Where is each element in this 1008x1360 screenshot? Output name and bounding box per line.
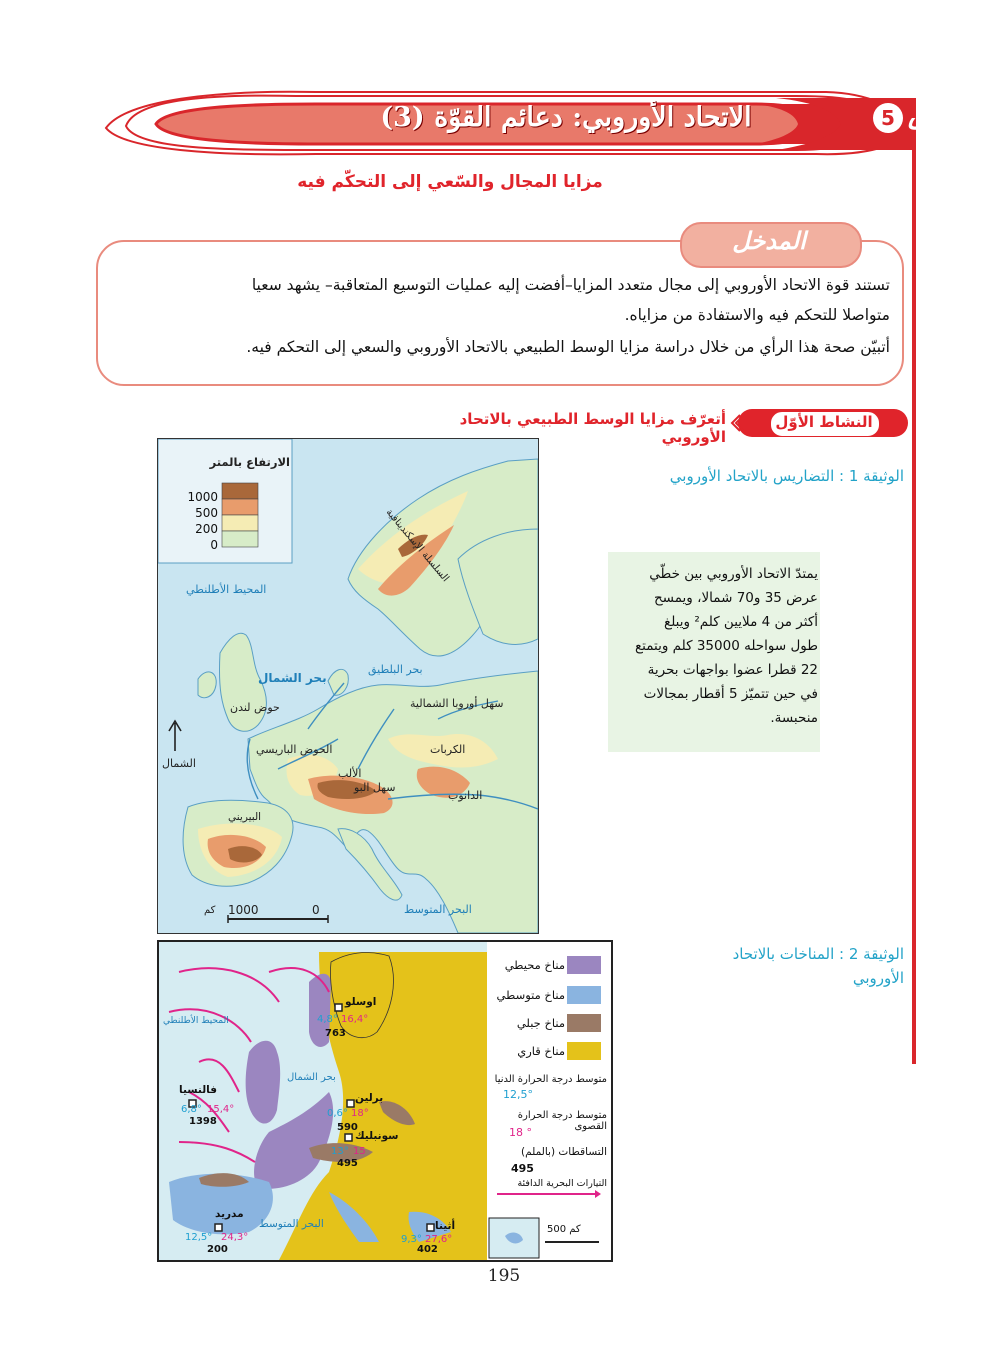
map-label-danube: الدانوب	[448, 789, 483, 802]
scale-end: 1000	[228, 903, 259, 917]
city-min: 0,6°	[327, 1108, 348, 1119]
map-label-north-sea: بحر الشمال	[258, 671, 327, 685]
info-line: في حين تتميّز 5 أقطار بمجالات	[643, 686, 818, 702]
climate-legend-mountain: مناخ جبلي	[516, 1016, 565, 1030]
intro-tab-label: المدخل	[732, 226, 806, 255]
relief-map	[157, 438, 539, 934]
climate-label-mediterranean: البحر المتوسط	[259, 1218, 324, 1230]
climate-map	[157, 940, 613, 1262]
climate-legend-currents: التيارات البحرية الدافئة	[517, 1178, 607, 1189]
info-line: طول سواحله 35000 كلم ويتمتع	[634, 638, 818, 654]
city-max: 27,6°	[425, 1234, 453, 1245]
doc1-label: الوثيقة 1 : التضاريس بالاتحاد الأوروبي	[669, 467, 904, 485]
legend-value: 200	[195, 522, 218, 536]
lesson-banner	[96, 88, 982, 158]
intro-text-line: أتبيّن صحة هذا الرأي من خلال دراسة مزايا الوسط الطبيعي بالاتحاد الأوروبي والسعي إلى التحكم فيه.	[246, 338, 890, 356]
page-number: 195	[487, 1266, 521, 1286]
climate-legend-max: متوسط درجة الحرارة القصوى	[517, 1110, 607, 1132]
city-rain: 590	[337, 1122, 358, 1133]
climate-legend-mediterranean: مناخ متوسطي	[496, 988, 565, 1002]
lesson-number-badge: 5	[873, 103, 903, 133]
map-label-mediterranean: البحر المتوسط	[404, 903, 472, 916]
map-label-pyrenees: البيريني	[228, 811, 262, 823]
map-label-po-plain: سهل البو	[354, 781, 396, 794]
climate-legend-oceanic: مناخ محيطي	[504, 958, 565, 972]
map-label-alps: الألب	[338, 767, 362, 780]
lesson-title: الاتحاد الأوروبي: دعائم القوّة (3)	[380, 102, 752, 133]
city-name: برلين	[355, 1092, 384, 1104]
city-name: اوسلو	[345, 996, 377, 1008]
scale-unit: كم	[204, 905, 216, 916]
map-label-atlantic: المحيط الأطلنطي	[186, 583, 267, 596]
city-max: 15,4°	[207, 1104, 235, 1115]
legend-value: 0	[210, 538, 218, 552]
chevron-left-icon	[728, 413, 744, 433]
info-line: أكثر من 4 ملايين كلم² ويبلغ	[664, 614, 818, 630]
info-line: عرض 35 و70 شمالا، ويمسح	[653, 590, 818, 606]
map-label-north-plain: سهل أوروبا الشمالية	[410, 697, 504, 710]
map-label-london-basin: حوض لندن	[230, 701, 280, 714]
city-min: 6,8°	[181, 1104, 202, 1115]
city-rain: 200	[207, 1244, 228, 1255]
map-label-north: الشمال	[162, 757, 196, 770]
city-min: 12,5°	[185, 1232, 213, 1243]
map-label-scandinavian: السلسلة الإسكندينافية	[383, 507, 451, 585]
doc2-label-line2: الأوروبي	[852, 969, 904, 987]
climate-label-north-sea: بحر الشمال	[287, 1072, 336, 1083]
city-rain: 1398	[189, 1116, 217, 1127]
activity-label: النشاط الأوّل	[775, 413, 873, 431]
map-label-baltic: بحر البلطيق	[368, 663, 423, 676]
lesson-label: الدرس	[908, 100, 982, 130]
city-min: 13°	[331, 1146, 349, 1157]
legend-value: 1000	[187, 490, 218, 504]
climate-legend-max-value: 18 °	[509, 1126, 532, 1139]
city-max: 16,4°	[341, 1014, 369, 1025]
city-name: سونبليك	[355, 1130, 399, 1142]
city-name: أثينا	[435, 1220, 456, 1232]
city-max: 15	[353, 1146, 366, 1157]
scale-start: 0	[312, 903, 320, 917]
city-rain: 402	[417, 1244, 438, 1255]
city-min: 4,8°	[317, 1014, 338, 1025]
activity-title: أتعرّف مزايا الوسط الطبيعي بالاتحاد الأوروبي	[459, 410, 726, 446]
climate-legend-continental: مناخ قاري	[517, 1044, 565, 1058]
legend-value: 500	[195, 506, 218, 520]
climate-legend-min: متوسط درجة الحرارة الدنيا	[494, 1074, 607, 1085]
city-rain: 495	[337, 1158, 358, 1169]
legend-title: الارتفاع بالمتر	[209, 455, 290, 469]
city-rain: 763	[325, 1028, 346, 1039]
map-label-carpathians: الكربات	[430, 743, 466, 756]
city-name: مدريد	[215, 1208, 244, 1220]
page-margin-rule	[912, 100, 916, 1064]
climate-legend-rain-value: 495	[511, 1162, 534, 1175]
doc2-label-line1: الوثيقة 2 : المناخات بالاتحاد	[732, 945, 904, 963]
map-label-paris-basin: الحوض الباريسي	[256, 743, 333, 756]
info-line: منحبسة.	[770, 710, 818, 726]
city-max: 18°	[351, 1108, 369, 1119]
climate-scale: 500 كم	[547, 1224, 581, 1235]
intro-text-line: تستند قوة الاتحاد الأوروبي إلى مجال متعدد المزايا–أفضت إليه عمليات التوسيع المتعاقبة– يشهد سعيا	[251, 276, 890, 294]
city-max: 24,3°	[221, 1232, 249, 1243]
info-line: يمتدّ الاتحاد الأوروبي بين خطّي	[649, 566, 818, 582]
city-name: فالنسيا	[179, 1084, 217, 1096]
lesson-subtitle: مزايا المجال والسّعي إلى التحكّم فيه	[297, 172, 603, 192]
climate-label-atlantic: المحيط الأطلنطي	[163, 1016, 229, 1026]
climate-legend-rain: التساقطات (بالملم)	[521, 1146, 607, 1158]
info-line: 22 قطرا عضوا بواجهات بحرية	[647, 662, 818, 678]
climate-legend-min-value: 12,5°	[503, 1088, 533, 1101]
intro-text-line: متواصلا للتحكم فيه والاستفادة من مزاياه.	[624, 306, 890, 324]
city-min: 9,3°	[401, 1234, 422, 1245]
